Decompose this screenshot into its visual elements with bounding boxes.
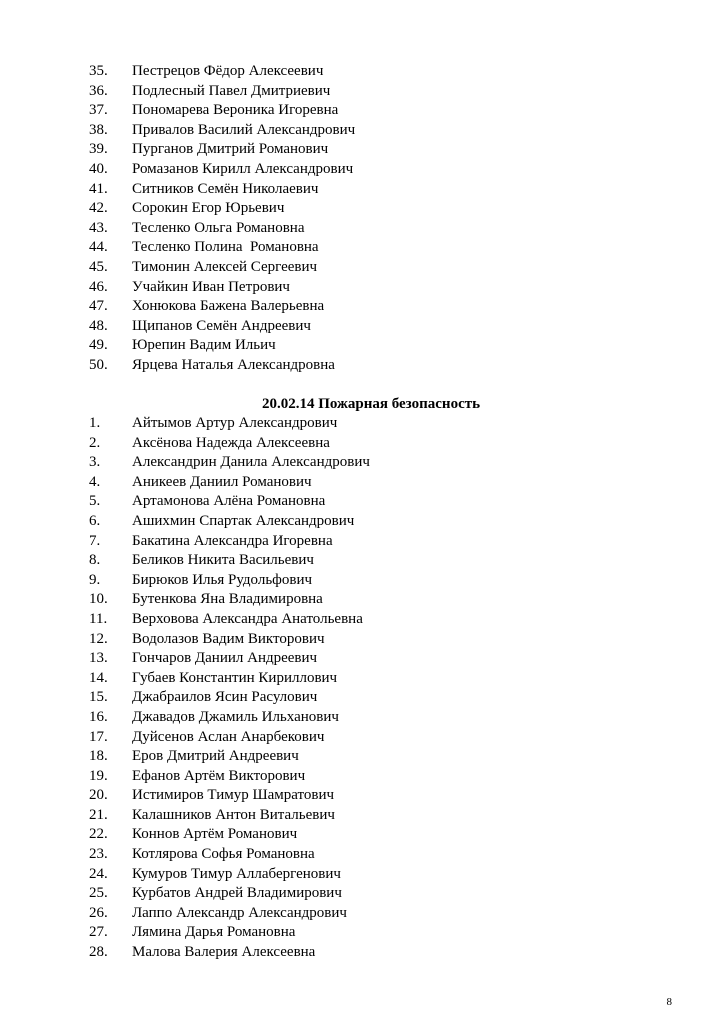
item-name: Айтымов Артур Александрович (132, 415, 338, 431)
item-name: Водолазов Вадим Викторович (132, 630, 325, 647)
item-name: Подлесный Павел Дмитриевич (132, 82, 331, 99)
section-heading: 20.02.14 Пожарная безопасность (261, 396, 481, 412)
item-number: 50. (89, 356, 108, 373)
item-number: 48. (89, 317, 108, 334)
item-number: 27. (89, 924, 108, 941)
item-number: 19. (89, 767, 108, 784)
item-number: 22. (89, 826, 108, 843)
item-number: 37. (89, 102, 108, 119)
item-name: Лямина Дарья Романовна (132, 924, 296, 941)
item-name: Ромазанов Кирилл Александрович (132, 160, 354, 177)
item-number: 26. (89, 904, 108, 921)
item-name: Верховова Александра Анатольевна (132, 610, 363, 627)
item-name: Котлярова Софья Романовна (132, 846, 315, 863)
item-name: Артамонова Алёна Романовна (132, 493, 326, 510)
item-name: Тимонин Алексей Сергеевич (132, 258, 318, 275)
item-name: Курбатов Андрей Владимирович (132, 885, 342, 902)
item-name: Привалов Василий Александрович (132, 121, 356, 138)
item-number: 14. (89, 669, 108, 686)
item-number: 45. (89, 258, 108, 275)
item-number: 8. (89, 552, 101, 569)
item-number: 5. (89, 493, 101, 510)
item-name: Бакатина Александра Игоревна (132, 532, 333, 549)
item-name: Коннов Артём Романович (132, 826, 298, 843)
item-name: Ашихмин Спартак Александрович (132, 512, 355, 529)
item-name: Истимиров Тимур Шамратович (132, 787, 335, 804)
item-name: Сорокин Егор Юрьевич (132, 200, 285, 217)
item-name: Еров Дмитрий Андреевич (132, 748, 299, 765)
item-number: 42. (89, 200, 108, 217)
item-number: 40. (89, 160, 108, 177)
item-number: 7. (89, 532, 101, 549)
item-number: 11. (89, 610, 108, 627)
item-number: 41. (89, 180, 108, 197)
item-number: 49. (89, 337, 108, 354)
item-number: 9. (89, 571, 101, 588)
item-number: 43. (89, 219, 108, 236)
item-name: Ярцева Наталья Александровна (132, 356, 335, 373)
item-name: Щипанов Семён Андреевич (132, 317, 311, 334)
item-number: 1. (89, 415, 101, 431)
item-name: Тесленко Ольга Романовна (132, 219, 305, 236)
item-name: Губаев Константин Кириллович (132, 669, 338, 686)
item-name: Бутенкова Яна Владимировна (132, 591, 323, 608)
item-number: 36. (89, 82, 108, 99)
item-number: 38. (89, 121, 108, 138)
item-name: Лаппо Александр Александрович (132, 904, 347, 921)
item-number: 2. (89, 434, 101, 451)
item-name: Беликов Никита Васильевич (132, 552, 314, 569)
item-name: Кумуров Тимур Аллабергенович (132, 865, 341, 882)
item-number: 21. (89, 806, 108, 823)
item-number: 16. (89, 708, 108, 725)
item-name: Ефанов Артём Викторович (132, 767, 306, 784)
item-name: Хонюкова Бажена Валерьевна (132, 298, 325, 315)
item-name: Юрепин Вадим Ильич (132, 337, 276, 354)
item-name: Дуйсенов Аслан Анарбекович (132, 728, 325, 745)
item-name: Пономарева Вероника Игоревна (132, 102, 339, 119)
item-number: 28. (89, 944, 108, 961)
item-name: Аникеев Даниил Романович (132, 473, 312, 490)
item-number: 20. (89, 787, 108, 804)
item-number: 24. (89, 865, 108, 882)
item-name: Пурганов Дмитрий Романович (132, 141, 329, 158)
item-number: 15. (89, 689, 108, 706)
item-number: 3. (89, 454, 101, 471)
item-number: 6. (89, 512, 101, 529)
item-number: 23. (89, 846, 108, 863)
item-name: Джабраилов Ясин Расулович (132, 689, 318, 706)
item-number: 18. (89, 748, 108, 765)
item-number: 39. (89, 141, 108, 158)
item-number: 44. (89, 239, 108, 256)
item-number: 12. (89, 630, 108, 647)
item-number: 47. (89, 298, 108, 315)
item-name: Малова Валерия Алексеевна (132, 944, 316, 961)
item-name: Аксёнова Надежда Алексеевна (132, 434, 330, 451)
item-name: Джавадов Джамиль Ильханович (132, 708, 339, 725)
item-number: 35. (89, 63, 108, 79)
item-name: Бирюков Илья Рудольфович (132, 571, 313, 588)
item-name: Гончаров Даниил Андреевич (132, 650, 318, 667)
item-name: Александрин Данила Александрович (132, 454, 370, 471)
item-number: 25. (89, 885, 108, 902)
item-number: 13. (89, 650, 108, 667)
item-number: 17. (89, 728, 108, 745)
item-name: Ситников Семён Николаевич (132, 180, 319, 197)
page-number: 8 (666, 996, 672, 1008)
item-number: 10. (89, 591, 108, 608)
item-name: Учайкин Иван Петрович (132, 278, 290, 295)
item-number: 4. (89, 473, 101, 490)
item-name: Тесленко Полина Романовна (132, 239, 319, 256)
item-name: Калашников Антон Витальевич (132, 806, 335, 823)
item-number: 46. (89, 278, 108, 295)
item-name: Пестрецов Фёдор Алексеевич (132, 63, 324, 79)
